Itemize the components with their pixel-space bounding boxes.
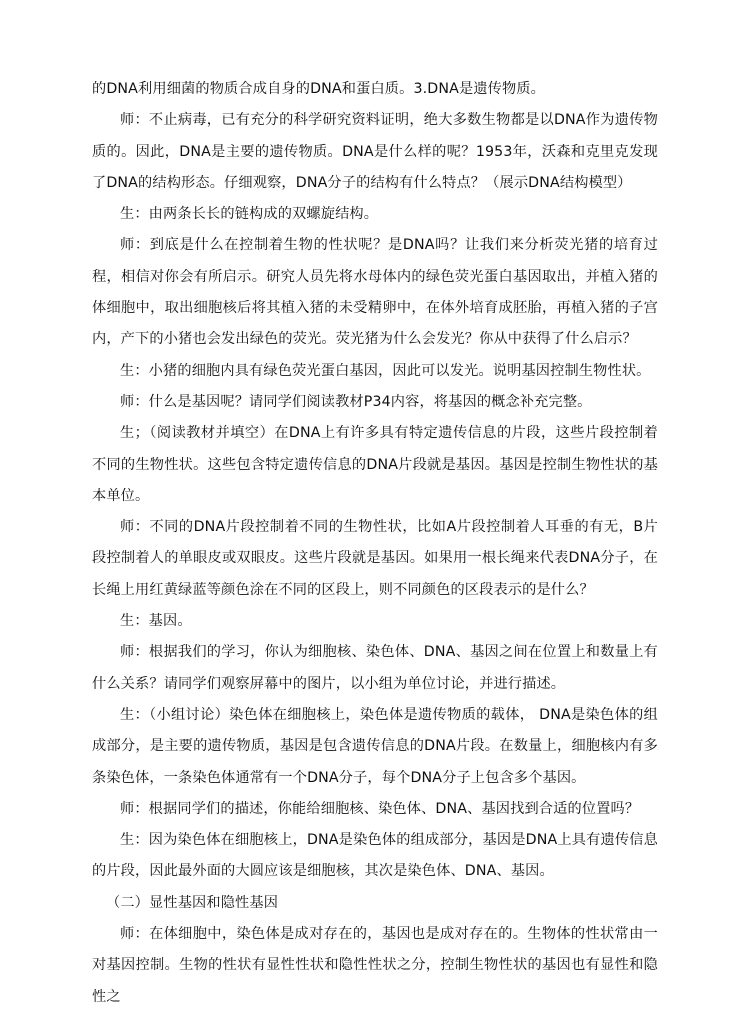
paragraph-teacher-dna-structure: 师：不止病毒，已有充分的科学研究资料证明，绝大多数生物都是以DNA作为遗传物质的。因此，DNA是主要的遗传物质。DNA是什么样的呢？1953年，沃森和克里克发现了DNA的结构形态。仔细观察，DNA分子的结构有什么特点？（展示DNA结构模型）	[92, 112, 658, 191]
paragraph-teacher-what-is-gene: 师：什么是基因呢？请同学们阅读教材P34内容，将基因的概念补充完整。	[120, 393, 592, 410]
paragraph-teacher-paired-genes: 师：在体细胞中，染色体是成对存在的，基因也是成对存在的。生物体的性状常由一对基因控制。生物的性状有显性性状和隐性性状之分，控制生物性状的基因也有显性和隐性之	[92, 926, 658, 1005]
paragraph-student-gene-definition: 生；（阅读教材并填空）在DNA上有许多具有特定遗传信息的片段，这些片段控制着不同的生物性状。这些包含特定遗传信息的DNA片段就是基因。基因是控制生物性状的基本单位。	[92, 425, 658, 504]
paragraph-teacher-dna-segments: 师：不同的DNA片段控制着不同的生物性状，比如A片段控制着人耳垂的有无，B片段控制着人的单眼皮或双眼皮。这些片段就是基因。如果用一根长绳来代表DNA分子，在长绳上用红黄绿蓝等颜色涂在不同的区段上，则不同颜色的区段表示的是什么？	[92, 519, 658, 598]
section-heading-dominant-recessive: （二）显性基因和隐性基因	[106, 894, 279, 911]
paragraph-teacher-position-question: 师：根据同学们的描述，你能给细胞核、染色体、DNA、基因找到合适的位置吗？	[120, 800, 640, 817]
document-body	[92, 74, 658, 1013]
paragraph-student-gene-controls-trait: 生：小猪的细胞内具有绿色荧光蛋白基因，因此可以发光。说明基因控制生物性状。	[120, 362, 651, 379]
paragraph-student-gene-answer: 生：基因。	[120, 613, 192, 630]
paragraph-teacher-fluorescent-pig: 师：到底是什么在控制着生物的性状呢？是DNA吗？让我们来分析荧光猪的培育过程，相信对你会有所启示。研究人员先将水母体内的绿色荧光蛋白基因取出，并植入猪的体细胞中，取出细胞核后将其植入猪的未受精卵中，在体外培育成胚胎，再植入猪的子宫内，产下的小猪也会发出绿色的荧光。荧光猪为什么会发光？你从中获得了什么启示？	[92, 237, 658, 348]
paragraph-student-double-helix: 生：由两条长长的链构成的双螺旋结构。	[120, 206, 379, 223]
paragraph-student-group-discussion: 生：（小组讨论）染色体在细胞核上，染色体是遗传物质的载体， DNA是染色体的组成部分，是主要的遗传物质，基因是包含遗传信息的DNA片段。在数量上，细胞核内有多条染色体，一条染色体通常有一个DNA分子，每个DNA分子上包含多个基因。	[92, 706, 658, 786]
paragraph-student-position-answer: 生：因为染色体在细胞核上，DNA是染色体的组成部分，基因是DNA上具有遗传信息的片段，因此最外面的大圆应该是细胞核，其次是染色体、DNA、基因。	[92, 832, 658, 880]
paragraph-teacher-relationship-question: 师：根据我们的学习，你认为细胞核、染色体、DNA、基因之间在位置上和数量上有什么关系？请同学们观察屏幕中的图片，以小组为单位讨论，并进行描述。	[92, 644, 658, 692]
paragraph-continuation: 的DNA利用细菌的物质合成自身的DNA和蛋白质。3.DNA是遗传物质。	[92, 81, 546, 97]
